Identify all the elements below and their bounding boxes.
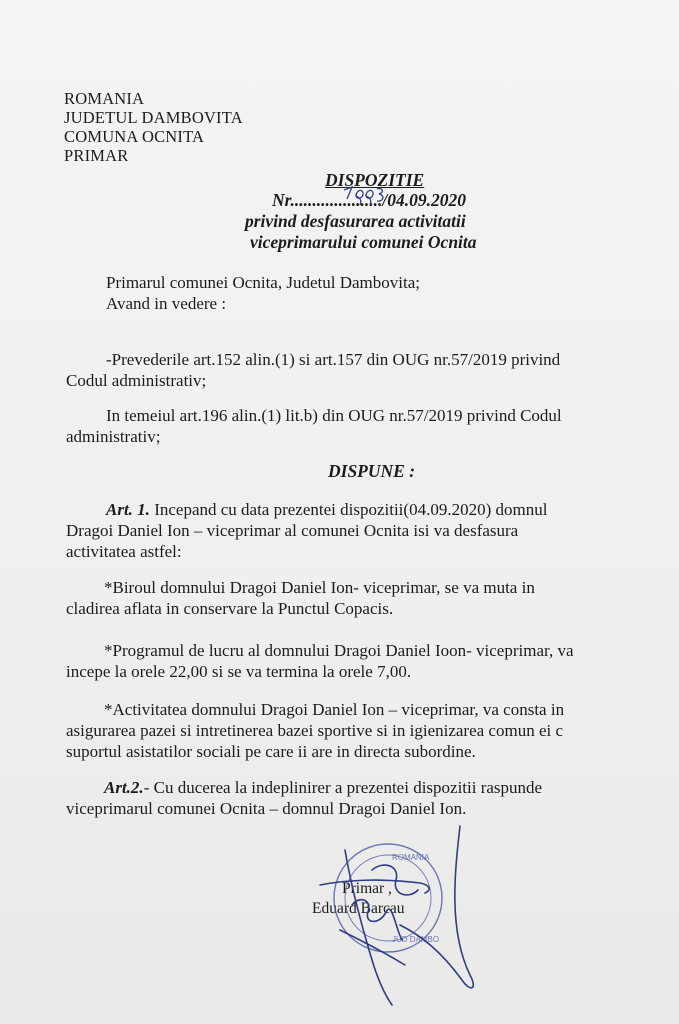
consideration-1-line1: -Prevederile art.152 alin.(1) si art.157 din OUG nr.57/2019 privind bbox=[106, 350, 561, 369]
stamp-text-bottom: JUD DAMBO bbox=[392, 935, 440, 944]
art2-label: Art.2. bbox=[104, 778, 144, 797]
consideration-1-line2: Codul administrativ; bbox=[66, 371, 207, 390]
art1-item3-line2: asigurarea pazei si intretinerea bazei sportive si in igienizarea comun ei c bbox=[66, 721, 564, 740]
art1-label: Art. 1. bbox=[106, 500, 150, 519]
art1-line1-text: Incepand cu data prezentei dispozitii(04.09.2020) domnul bbox=[149, 500, 548, 519]
intro-line1: Primarul comunei Ocnita, Judetul Dambovita; bbox=[106, 273, 420, 292]
art2-line2: viceprimarul comunei Ocnita – domnul Dragoi Daniel Ion. bbox=[66, 799, 467, 818]
art1-item2-line1: *Programul de lucru al domnului Dragoi Daniel Ioon- viceprimar, va bbox=[104, 641, 574, 660]
number-date: /04.09.2020 bbox=[382, 190, 466, 210]
handwritten-number bbox=[344, 187, 383, 205]
intro-line2: Avand in vedere : bbox=[106, 294, 227, 313]
header-commune: COMUNA OCNITA bbox=[64, 127, 205, 146]
art1-item1-line1: *Biroul domnului Dragoi Daniel Ion- viceprimar, se va muta in bbox=[104, 578, 535, 597]
document-subject-line1: privind desfasurarea activitatii bbox=[245, 211, 466, 231]
header-county: JUDETUL DAMBOVITA bbox=[64, 108, 243, 127]
art1-line2: Dragoi Daniel Ion – viceprimar al comunei Ocnita isi va desfasura bbox=[66, 521, 519, 540]
consideration-2-line1: In temeiul art.196 alin.(1) lit.b) din OUG nr.57/2019 privind Codul bbox=[106, 406, 562, 425]
document-heading: DISPOZITIE bbox=[325, 170, 425, 190]
consideration-2-line2: administrativ; bbox=[66, 427, 161, 446]
header-country: ROMANIA bbox=[64, 89, 145, 108]
document-subject-line2: viceprimarului comunei Ocnita bbox=[250, 232, 477, 252]
art1-line3: activitatea astfel: bbox=[66, 542, 182, 561]
signature-name: Eduard Barcau bbox=[312, 900, 405, 917]
art1-item1-line2: cladirea aflata in conservare la Punctul Copacis. bbox=[66, 599, 394, 618]
art1-item3-line1: *Activitatea domnului Dragoi Daniel Ion – viceprimar, va consta in bbox=[104, 700, 565, 719]
header-office: PRIMAR bbox=[64, 146, 129, 165]
stamp-text-top: ROMANIA bbox=[392, 853, 430, 862]
art1-item2-line2: incepe la orele 22,00 si se va termina la orele 7,00. bbox=[66, 662, 412, 681]
art2-line1-text: - Cu ducerea la indeplinirer a prezentei dispozitii raspunde bbox=[143, 778, 543, 797]
signature-title: Primar , bbox=[342, 880, 392, 897]
number-dots: Nr..................... bbox=[272, 190, 383, 210]
art1-item3-line3: suportul asistatilor sociali pe care ii are in directa subordine. bbox=[66, 742, 476, 761]
dispune-heading: DISPUNE : bbox=[328, 461, 416, 481]
